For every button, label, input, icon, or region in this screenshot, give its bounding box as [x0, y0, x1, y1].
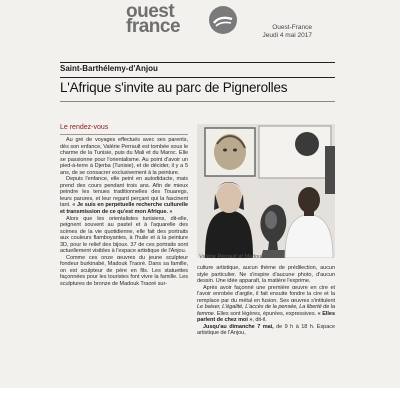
pull-quote: « Je suis en perpétuelle recherche culturelle et transmission de ce qu'est mon Afrique. »	[60, 202, 188, 216]
publication-info	[262, 24, 312, 40]
photo-scene	[197, 124, 335, 258]
rubric-rule	[60, 134, 188, 135]
paragraph	[60, 255, 188, 288]
region-label: Saint-Barthélemy-d'Anjou	[60, 64, 158, 73]
paragraph-text: Elles sont légères, épurées, expressives.	[216, 310, 317, 317]
paragraph	[60, 137, 188, 176]
logo-wordmark-line2: france	[126, 16, 181, 37]
paragraph	[60, 216, 188, 255]
pull-quote: « Elles parlent de chez moi »	[197, 310, 335, 324]
paragraph-text: culture artistique, aucun thème de prédilection, aucun style particulier. Ne s'inspire d'aucune photo, d'aucun dessin. Une idée apparaît, la matière l'exprime.	[197, 265, 335, 285]
photo-caption: Valérie Perrault et Madouk Traoré.	[199, 254, 283, 260]
article-column-1	[60, 137, 188, 288]
article-headline: L'Afrique s'invite au parc de Pignerolles	[60, 80, 288, 95]
article-photo	[197, 124, 335, 258]
ouest-france-logo	[126, 2, 244, 36]
paragraph	[60, 176, 188, 215]
logo-emblem-icon	[208, 5, 238, 35]
event-details: de 9 h à 18 h. Espace artistique de l'Anjou,	[197, 323, 335, 337]
region-rule	[60, 77, 335, 78]
artwork-titles: Le baiser, L'égalité, L'accès de la pensée, La liberté de la femme.	[197, 304, 335, 317]
headline-rule	[60, 101, 335, 102]
logo-wordmark-line1: ouest	[126, 1, 175, 22]
paragraph-text: Alors que les orientalistes tunisiens, dit-elle, peignent souvent au pastel et à l'aquarelle des scènes de la vie quotidienne, elle fait des portraits aux couleurs flamboyantes, à l'huile et à la peinture 3D, pour le relief des bijoux. 37 de ces portraits sont actuellement visibles à l'espace artistique de l'Anjou.	[60, 215, 188, 255]
paragraph	[197, 285, 335, 324]
top-rule	[60, 62, 335, 63]
painting-frame-right	[259, 126, 331, 178]
article-column-2	[197, 265, 335, 337]
paragraph	[197, 265, 335, 285]
paragraph-text: Depuis l'enfance, elle peint en autodidacte, mais prend des cours pendant trois ans. Afin de mieux peindre les tenues traditionnelles des Touaregs, leurs parures, et leur regard perçant qui la fascinent tant.	[60, 176, 188, 209]
event-dates: Jusqu'au dimanche 7 mai,	[203, 323, 274, 330]
paragraph-text: Après avoir façonné une première œuvre en cire et l'avoir enrobée d'argile, il fait ensuite fondre la cire et la remplace par du métal en fusion. Ses œuvres s'intitulent	[197, 284, 335, 304]
paragraph-text: Au gré de voyages effectués avec ses parents, dès son enfance, Valérie Perrault est tombée sous le charme de la Tunisie, puis du Mali et du Maroc. Elle se passionne pour l'orientalisme. Au point d'avoir un pied-à-terre à Djerba (Tunisie), et de décider, il y a 5 ans, de se consacrer exclusivement à la peinture.	[60, 137, 188, 176]
rubric-label: Le rendez-vous	[60, 124, 109, 131]
paragraph	[197, 324, 335, 337]
paragraph-text: , dit-il.	[252, 317, 267, 324]
publication-date: Jeudi 4 mai 2017	[262, 32, 312, 39]
paragraph-text: Comme ces onze œuvres du jeune sculpteur fondeur burkinabé, Madouk Traoré. Dans sa famille, on est sculpteur de père en fils. Les statuettes façonnées pour les touristes font vivre la famille. Les sculptures de bronze de Madouk Traoré sur-	[60, 254, 188, 288]
publication-name: Ouest-France	[272, 24, 312, 31]
page-bottom-margin	[0, 388, 400, 400]
